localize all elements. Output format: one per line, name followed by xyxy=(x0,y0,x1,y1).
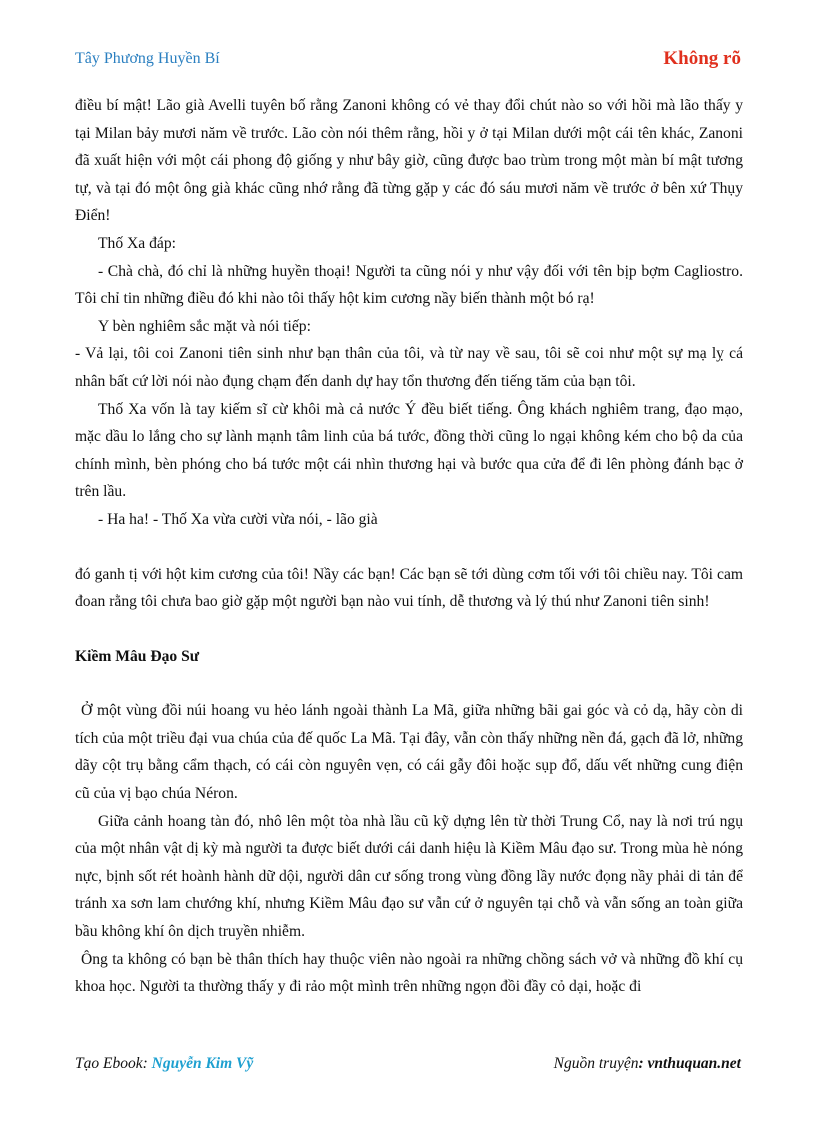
footer-ebook-label: Tạo Ebook xyxy=(75,1055,143,1072)
paragraph: Ông ta không có bạn bè thân thích hay thuộc viên nào ngoài ra những chồng sách vở và những đồ khí cụ khoa học. Người ta thường thấy y đi rảo một mình trên những ngọn đồi đầy cỏ dại, hoặc đi xyxy=(75,950,743,996)
paragraph: Y bèn nghiêm sắc mặt và nói tiếp: xyxy=(98,317,311,335)
header-book-title: Tây Phương Huyền Bí xyxy=(75,50,220,67)
footer-separator: : xyxy=(638,1055,648,1072)
paragraph: Ở một vùng đồi núi hoang vu hẻo lánh ngoài thành La Mã, giữa những bãi gai góc và cỏ dạ, hãy còn di tích của một triều đại vua chúa của đế quốc La Mã. Tại đây, vẫn còn thấy những nền đá, gạch đã lở, những dãy cột trụ bằng cẩm thạch, có cái còn nguyên vẹn, có cái gẫy đôi hoặc sụp đổ, dấu vết những cung điện cũ của vị bạo chúa Néron. xyxy=(75,702,743,803)
paragraph: Thố Xa vốn là tay kiếm sĩ cừ khôi mà cả nước Ý đều biết tiếng. Ông khách nghiêm trang, đạo mạo, mặc dầu lo lắng cho sự lành mạnh tâm linh của bá tước, đồng thời cũng lo ngại không kém cho bộ da của chính mình, bèn phóng cho bá tước một cái nhìn thương hại và bước qua cửa để đi lên phòng đánh bạc ở trên lầu. xyxy=(75,400,743,501)
paragraph: Thố Xa đáp: xyxy=(98,234,176,252)
paragraph: - Vả lại, tôi coi Zanoni tiên sinh như bạn thân của tôi, và từ nay về sau, tôi sẽ coi như một sự mạ lỵ cá nhân bất cứ lời nói nào đụng chạm đến danh dự hay tổn thương đến tiếng tăm của bạn tôi. xyxy=(75,345,743,390)
section-heading: Kiềm Mâu Đạo Sư xyxy=(75,647,200,665)
footer-source-credit xyxy=(554,1055,741,1073)
paragraph: - Chà chà, đó chỉ là những huyền thoại! Người ta cũng nói y như vậy đối với tên bịp bợm Cagliostro. Tôi chỉ tin những điều đó khi nào tôi thấy hột kim cương nầy biến thành một bó rạ! xyxy=(75,262,743,308)
footer-source-site: vnthuquan.net xyxy=(647,1055,741,1072)
paragraph: điều bí mật! Lão già Avelli tuyên bố rằng Zanoni không có vẻ thay đổi chút nào so với hồi mà lão thấy y tại Milan bảy mươi năm về trước. Lão còn nói thêm rằng, hồi y ở tại Milan dưới một cái tên khác, Zanoni đã xuất hiện với một cái phong độ giống y như bây giờ, cũng được bao trùm trong một màn bí mật tương tự, và tại đó một ông già khác cũng nhớ rằng đã từng gặp y các đó sáu mươi năm về trước ở bên xứ Thụy Điển! xyxy=(75,97,743,225)
footer-separator: : xyxy=(142,1055,152,1072)
page-body xyxy=(75,92,743,1001)
footer-source-label: Nguồn truyện xyxy=(553,1055,639,1072)
paragraph: đó ganh tị với hột kim cương của tôi! Nầy các bạn! Các bạn sẽ tới dùng cơm tối với tôi chiều nay. Tôi cam đoan rằng tôi chưa bao giờ gặp một người bạn nào vui tính, dễ thương và lý thú như Zanoni tiên sinh! xyxy=(75,565,743,611)
footer-ebook-name: Nguyễn Kim Vỹ xyxy=(151,1055,254,1072)
header-author: Không rõ xyxy=(663,48,741,69)
footer-ebook-credit xyxy=(75,1055,253,1073)
paragraph: - Ha ha! - Thố Xa vừa cười vừa nói, - lão già xyxy=(98,510,378,528)
paragraph: Giữa cảnh hoang tàn đó, nhô lên một tòa nhà lầu cũ kỹ dựng lên từ thời Trung Cổ, nay là nơi trú ngụ của một nhân vật dị kỳ mà người ta được biết dưới cái danh hiệu là Kiềm Mâu đạo sư. Trong mùa hè nóng nực, bịnh sốt rét hoành hành dữ dội, người dân cư sống trong vùng đồng lầy nước đọng nầy phải di tản để tránh xa sơn lam chướng khí, nhưng Kiềm Mâu đạo sư vẫn cứ ở nguyên tại chỗ và vẫn sống an toàn giữa bầu không khí ôn dịch truyền nhiễm. xyxy=(75,812,743,941)
